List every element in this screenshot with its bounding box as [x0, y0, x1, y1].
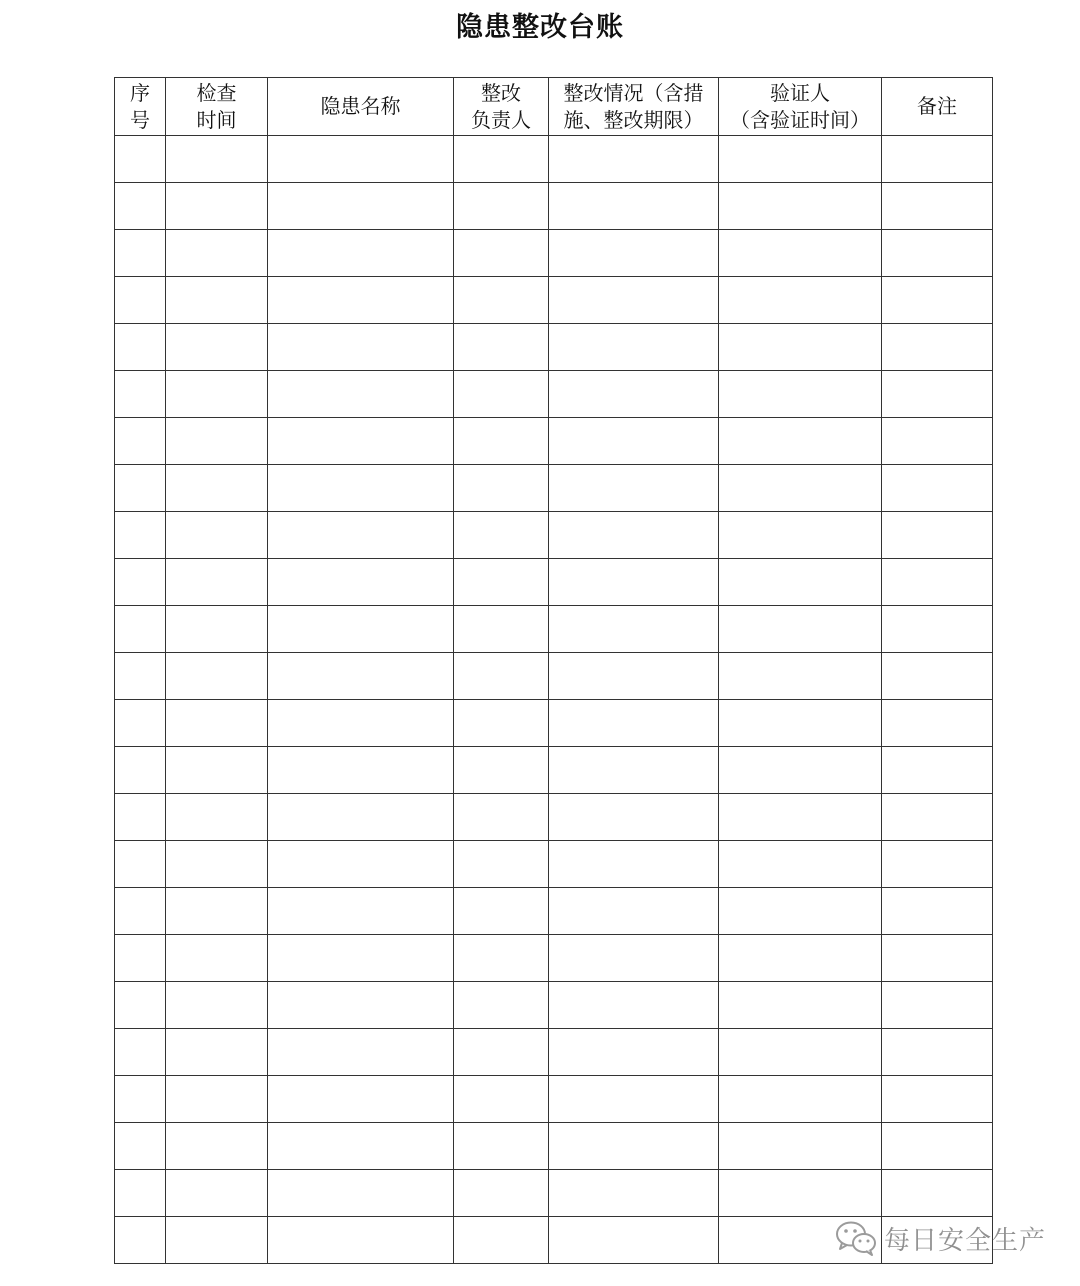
table-cell[interactable] — [549, 1170, 719, 1217]
table-cell[interactable] — [719, 794, 882, 841]
table-cell[interactable] — [115, 653, 166, 700]
header-serial-number: 序 号 — [115, 78, 166, 136]
table-cell[interactable] — [166, 747, 268, 794]
table-cell[interactable] — [882, 183, 993, 230]
table-cell[interactable] — [268, 888, 454, 935]
table-cell[interactable] — [719, 700, 882, 747]
table-cell[interactable] — [719, 136, 882, 183]
table-cell[interactable] — [454, 324, 549, 371]
table-cell[interactable] — [454, 747, 549, 794]
table-cell[interactable] — [882, 1029, 993, 1076]
table-row — [115, 653, 993, 700]
table-cell[interactable] — [882, 277, 993, 324]
table-cell[interactable] — [454, 700, 549, 747]
table-cell[interactable] — [166, 136, 268, 183]
table-cell[interactable] — [268, 465, 454, 512]
table-row — [115, 277, 993, 324]
table-header-row — [115, 78, 993, 136]
table-cell[interactable] — [549, 1076, 719, 1123]
table-cell[interactable] — [115, 512, 166, 559]
table-cell[interactable] — [719, 371, 882, 418]
table-cell[interactable] — [454, 1029, 549, 1076]
table-cell[interactable] — [268, 700, 454, 747]
table-cell[interactable] — [549, 794, 719, 841]
table-cell[interactable] — [882, 559, 993, 606]
table-row — [115, 230, 993, 277]
table-cell[interactable] — [454, 1076, 549, 1123]
table-cell[interactable] — [454, 1217, 549, 1264]
table-cell[interactable] — [549, 465, 719, 512]
table-row — [115, 465, 993, 512]
table-cell[interactable] — [549, 982, 719, 1029]
table-cell[interactable] — [882, 888, 993, 935]
table-cell[interactable] — [166, 1076, 268, 1123]
table-cell[interactable] — [166, 324, 268, 371]
table-cell[interactable] — [719, 1076, 882, 1123]
table-cell[interactable] — [166, 935, 268, 982]
table-cell[interactable] — [115, 1029, 166, 1076]
table-cell[interactable] — [115, 465, 166, 512]
table-cell[interactable] — [719, 888, 882, 935]
table-cell[interactable] — [454, 418, 549, 465]
table-cell[interactable] — [166, 371, 268, 418]
table-cell[interactable] — [882, 230, 993, 277]
table-cell[interactable] — [454, 982, 549, 1029]
table-cell[interactable] — [115, 1217, 166, 1264]
table-cell[interactable] — [549, 324, 719, 371]
table-cell[interactable] — [454, 512, 549, 559]
table-cell[interactable] — [454, 653, 549, 700]
table-row — [115, 1170, 993, 1217]
table-cell[interactable] — [268, 512, 454, 559]
table-cell[interactable] — [882, 324, 993, 371]
table-cell[interactable] — [115, 747, 166, 794]
table-cell[interactable] — [454, 1170, 549, 1217]
table-cell[interactable] — [719, 1029, 882, 1076]
table-cell[interactable] — [719, 935, 882, 982]
table-cell[interactable] — [549, 418, 719, 465]
table-cell[interactable] — [454, 136, 549, 183]
table-cell[interactable] — [268, 277, 454, 324]
table-cell[interactable] — [719, 559, 882, 606]
table-cell[interactable] — [115, 794, 166, 841]
table-cell[interactable] — [549, 183, 719, 230]
table-cell[interactable] — [454, 371, 549, 418]
table-cell[interactable] — [268, 418, 454, 465]
table-cell[interactable] — [719, 982, 882, 1029]
table-cell[interactable] — [268, 371, 454, 418]
table-cell[interactable] — [882, 1123, 993, 1170]
table-cell[interactable] — [268, 653, 454, 700]
table-cell[interactable] — [454, 794, 549, 841]
table-cell[interactable] — [549, 606, 719, 653]
table-cell[interactable] — [166, 230, 268, 277]
table-cell[interactable] — [166, 794, 268, 841]
table-cell[interactable] — [882, 606, 993, 653]
table-cell[interactable] — [549, 230, 719, 277]
hazard-rectification-ledger-table — [114, 77, 993, 1264]
table-cell[interactable] — [115, 700, 166, 747]
table-cell[interactable] — [166, 841, 268, 888]
table-cell[interactable] — [719, 606, 882, 653]
table-cell[interactable] — [719, 512, 882, 559]
table-cell[interactable] — [268, 559, 454, 606]
table-row — [115, 606, 993, 653]
table-row — [115, 982, 993, 1029]
table-cell[interactable] — [454, 183, 549, 230]
table-cell[interactable] — [882, 747, 993, 794]
table-cell[interactable] — [549, 653, 719, 700]
table-cell[interactable] — [166, 606, 268, 653]
table-cell[interactable] — [268, 747, 454, 794]
table-cell[interactable] — [268, 1076, 454, 1123]
table-cell[interactable] — [268, 1123, 454, 1170]
table-cell[interactable] — [166, 1170, 268, 1217]
table-cell[interactable] — [882, 935, 993, 982]
table-cell[interactable] — [882, 794, 993, 841]
table-cell[interactable] — [719, 183, 882, 230]
header-verifier: 验证人 （含验证时间） — [719, 78, 882, 136]
table-row — [115, 841, 993, 888]
table-row — [115, 371, 993, 418]
table-cell[interactable] — [882, 512, 993, 559]
table-cell[interactable] — [166, 653, 268, 700]
table-cell[interactable] — [115, 1076, 166, 1123]
table-cell[interactable] — [268, 1029, 454, 1076]
table-cell[interactable] — [549, 935, 719, 982]
table-cell[interactable] — [454, 935, 549, 982]
table-cell[interactable] — [549, 277, 719, 324]
watermark — [834, 1218, 1046, 1258]
table-cell[interactable] — [166, 1029, 268, 1076]
table-row — [115, 888, 993, 935]
table-cell[interactable] — [115, 136, 166, 183]
table-cell[interactable] — [882, 465, 993, 512]
table-cell[interactable] — [115, 324, 166, 371]
table-cell[interactable] — [882, 418, 993, 465]
table-cell[interactable] — [115, 935, 166, 982]
table-cell[interactable] — [115, 230, 166, 277]
table-cell[interactable] — [549, 888, 719, 935]
table-cell[interactable] — [549, 559, 719, 606]
table-row — [115, 747, 993, 794]
table-cell[interactable] — [115, 1170, 166, 1217]
table-cell[interactable] — [719, 230, 882, 277]
table-row — [115, 1029, 993, 1076]
table-cell[interactable] — [166, 512, 268, 559]
table-cell[interactable] — [166, 1217, 268, 1264]
table-body — [115, 136, 993, 1264]
table-cell[interactable] — [115, 888, 166, 935]
header-remarks: 备注 — [882, 78, 993, 136]
table-cell[interactable] — [268, 324, 454, 371]
table-cell[interactable] — [882, 1076, 993, 1123]
header-inspection-time: 检查 时间 — [166, 78, 268, 136]
table-row — [115, 700, 993, 747]
table-row — [115, 794, 993, 841]
table-cell[interactable] — [882, 371, 993, 418]
table-cell[interactable] — [882, 982, 993, 1029]
table-row — [115, 512, 993, 559]
table-cell[interactable] — [115, 1123, 166, 1170]
table-cell[interactable] — [882, 1170, 993, 1217]
table-row — [115, 136, 993, 183]
table-cell[interactable] — [454, 1123, 549, 1170]
wechat-icon — [834, 1218, 878, 1258]
table-cell[interactable] — [882, 136, 993, 183]
table-cell[interactable] — [268, 183, 454, 230]
table-cell[interactable] — [166, 888, 268, 935]
table-row — [115, 559, 993, 606]
table-cell[interactable] — [166, 982, 268, 1029]
table-cell[interactable] — [549, 747, 719, 794]
table-cell[interactable] — [549, 1029, 719, 1076]
table-cell[interactable] — [115, 559, 166, 606]
table-row — [115, 935, 993, 982]
table-cell[interactable] — [549, 700, 719, 747]
table-cell[interactable] — [719, 277, 882, 324]
table-row — [115, 418, 993, 465]
table-cell[interactable] — [882, 653, 993, 700]
table-cell[interactable] — [719, 653, 882, 700]
table-cell[interactable] — [268, 841, 454, 888]
table-cell[interactable] — [166, 700, 268, 747]
table-cell[interactable] — [166, 277, 268, 324]
table-cell[interactable] — [719, 418, 882, 465]
table-cell[interactable] — [115, 371, 166, 418]
watermark-text: 每日安全生产 — [884, 1225, 1047, 1256]
table-cell[interactable] — [268, 230, 454, 277]
table-cell[interactable] — [454, 230, 549, 277]
header-rectification-status: 整改情况（含措 施、整改期限） — [549, 78, 719, 136]
table-row — [115, 324, 993, 371]
table-cell[interactable] — [882, 700, 993, 747]
table-cell[interactable] — [166, 418, 268, 465]
table-cell[interactable] — [268, 935, 454, 982]
table-cell[interactable] — [268, 136, 454, 183]
table-cell[interactable] — [166, 183, 268, 230]
table-cell[interactable] — [719, 1123, 882, 1170]
table-cell[interactable] — [719, 324, 882, 371]
table-row — [115, 183, 993, 230]
table-cell[interactable] — [549, 512, 719, 559]
table-cell[interactable] — [268, 982, 454, 1029]
table-cell[interactable] — [115, 841, 166, 888]
table-cell[interactable] — [454, 606, 549, 653]
table-cell[interactable] — [115, 277, 166, 324]
table-cell[interactable] — [549, 136, 719, 183]
table-cell[interactable] — [166, 559, 268, 606]
table-cell[interactable] — [454, 277, 549, 324]
table-cell[interactable] — [268, 606, 454, 653]
table-cell[interactable] — [549, 1217, 719, 1264]
table-cell[interactable] — [454, 841, 549, 888]
table-cell[interactable] — [454, 888, 549, 935]
table-cell[interactable] — [115, 418, 166, 465]
table-row — [115, 1076, 993, 1123]
table-cell[interactable] — [115, 183, 166, 230]
table-cell[interactable] — [719, 465, 882, 512]
table-cell[interactable] — [166, 1123, 268, 1170]
table-cell[interactable] — [719, 841, 882, 888]
table-cell[interactable] — [115, 606, 166, 653]
table-cell[interactable] — [549, 841, 719, 888]
page-title: 隐患整改台账 — [456, 12, 624, 43]
table-cell[interactable] — [549, 371, 719, 418]
table-cell[interactable] — [719, 1170, 882, 1217]
table-cell[interactable] — [454, 559, 549, 606]
table-cell[interactable] — [719, 747, 882, 794]
table-cell[interactable] — [882, 841, 993, 888]
table-cell[interactable] — [549, 1123, 719, 1170]
table-cell[interactable] — [166, 465, 268, 512]
table-row — [115, 1123, 993, 1170]
table-cell[interactable] — [268, 1170, 454, 1217]
table-cell[interactable] — [268, 794, 454, 841]
table-cell[interactable] — [115, 982, 166, 1029]
header-hazard-name: 隐患名称 — [268, 78, 454, 136]
table-cell[interactable] — [268, 1217, 454, 1264]
table-cell[interactable] — [454, 465, 549, 512]
header-person-in-charge: 整改 负责人 — [454, 78, 549, 136]
